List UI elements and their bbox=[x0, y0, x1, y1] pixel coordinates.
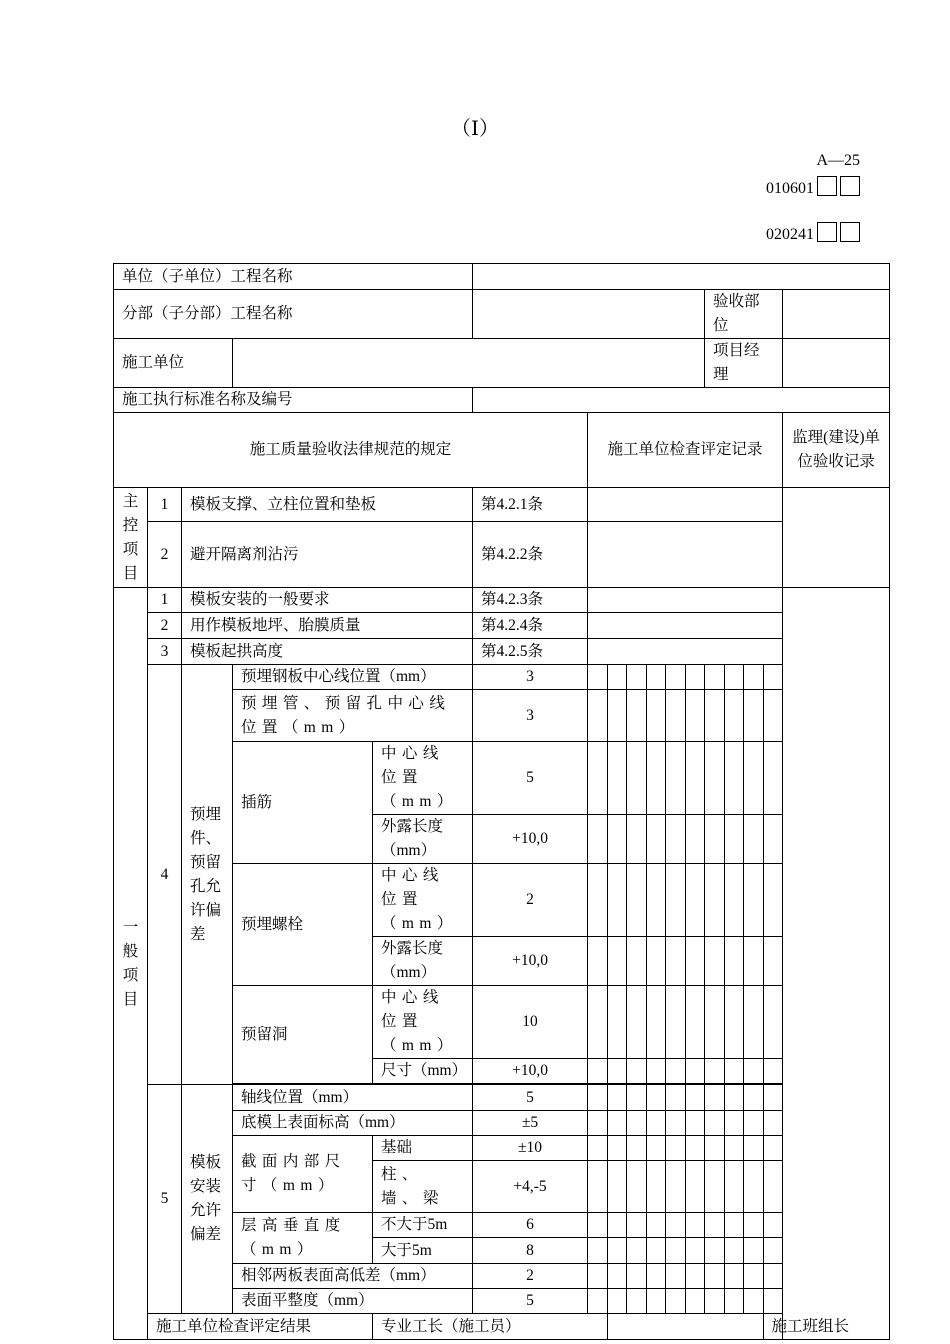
foreman-field[interactable] bbox=[607, 1314, 763, 1340]
check-cell[interactable] bbox=[627, 690, 647, 742]
check-cell[interactable] bbox=[646, 815, 666, 864]
item-clause: 第4.2.4条 bbox=[473, 613, 588, 639]
check-cell[interactable] bbox=[705, 864, 725, 937]
check-cell[interactable] bbox=[627, 1161, 647, 1213]
check-cell[interactable] bbox=[685, 1085, 705, 1111]
subproject-field[interactable] bbox=[473, 290, 705, 339]
check-cell[interactable] bbox=[646, 986, 666, 1059]
check-cell[interactable] bbox=[744, 1213, 764, 1238]
check-cell[interactable] bbox=[588, 1238, 608, 1264]
check-cell[interactable] bbox=[724, 1085, 744, 1111]
check-cell[interactable] bbox=[763, 864, 783, 937]
check-cell[interactable] bbox=[744, 937, 764, 986]
check-cell[interactable] bbox=[588, 1264, 608, 1289]
check-cell[interactable] bbox=[705, 1111, 725, 1136]
check-cell[interactable] bbox=[685, 1289, 705, 1314]
check-cell[interactable] bbox=[646, 1161, 666, 1213]
check-cell[interactable] bbox=[685, 1213, 705, 1238]
item-group-label: 模板安装允许偏差 bbox=[182, 1085, 233, 1314]
item-group-label: 预埋件、预留孔允许偏差 bbox=[182, 665, 233, 1085]
check-cell[interactable] bbox=[666, 665, 686, 690]
check-cell[interactable] bbox=[705, 937, 725, 986]
check-cell[interactable] bbox=[666, 815, 686, 864]
contractor-record-cell[interactable] bbox=[588, 588, 783, 613]
check-cell[interactable] bbox=[607, 1213, 627, 1238]
tolerance-item: 预留洞 bbox=[233, 986, 373, 1084]
check-cell[interactable] bbox=[744, 1059, 764, 1084]
check-cell[interactable] bbox=[705, 1264, 725, 1289]
check-cell[interactable] bbox=[627, 1085, 647, 1111]
check-cell[interactable] bbox=[646, 1238, 666, 1264]
check-cell[interactable] bbox=[588, 690, 608, 742]
code-box[interactable] bbox=[817, 176, 837, 196]
check-cell[interactable] bbox=[705, 986, 725, 1059]
check-cell[interactable] bbox=[607, 1289, 627, 1314]
tolerance-item: 预埋管、预留孔中心线位置（mm） bbox=[233, 690, 473, 742]
tolerance-value: 5 bbox=[473, 1289, 588, 1314]
check-cell[interactable] bbox=[724, 1289, 744, 1314]
check-cell[interactable] bbox=[607, 665, 627, 690]
check-cell[interactable] bbox=[607, 1111, 627, 1136]
check-cell[interactable] bbox=[627, 1136, 647, 1161]
check-cell[interactable] bbox=[607, 1136, 627, 1161]
check-cell[interactable] bbox=[646, 1264, 666, 1289]
tolerance-item: 表面平整度（mm） bbox=[233, 1289, 473, 1314]
check-cell[interactable] bbox=[763, 1289, 783, 1314]
contractor-record-cell[interactable] bbox=[588, 613, 783, 639]
check-cell[interactable] bbox=[666, 986, 686, 1059]
tolerance-item: 预埋钢板中心线位置（mm） bbox=[233, 665, 473, 690]
check-cell[interactable] bbox=[763, 665, 783, 690]
tolerance-value: 2 bbox=[473, 1264, 588, 1289]
contractor-record-cell[interactable] bbox=[588, 522, 783, 588]
item-name: 用作模板地坪、胎膜质量 bbox=[182, 613, 473, 639]
item-name: 模板安装的一般要求 bbox=[182, 588, 473, 613]
regulation-header: 施工质量验收法律规范的规定 bbox=[114, 413, 588, 488]
check-cell[interactable] bbox=[588, 937, 608, 986]
item-name: 模板起拱高度 bbox=[182, 639, 473, 665]
check-cell[interactable] bbox=[588, 815, 608, 864]
check-cell[interactable] bbox=[666, 1213, 686, 1238]
check-cell[interactable] bbox=[607, 937, 627, 986]
check-cell[interactable] bbox=[588, 1111, 608, 1136]
check-cell[interactable] bbox=[685, 1238, 705, 1264]
check-cell[interactable] bbox=[685, 986, 705, 1059]
tolerance-value: +4,-5 bbox=[473, 1161, 588, 1213]
check-cell[interactable] bbox=[685, 1136, 705, 1161]
check-cell[interactable] bbox=[627, 986, 647, 1059]
check-cell[interactable] bbox=[763, 815, 783, 864]
check-cell[interactable] bbox=[724, 1161, 744, 1213]
check-cell[interactable] bbox=[705, 1059, 725, 1084]
check-cell[interactable] bbox=[646, 1059, 666, 1084]
check-cell[interactable] bbox=[646, 1213, 666, 1238]
check-cell[interactable] bbox=[646, 1289, 666, 1314]
check-cell[interactable] bbox=[744, 1111, 764, 1136]
check-cell[interactable] bbox=[685, 1161, 705, 1213]
check-cell[interactable] bbox=[763, 1213, 783, 1238]
item-name: 避开隔离剂沾污 bbox=[182, 522, 473, 588]
check-cell[interactable] bbox=[724, 665, 744, 690]
check-cell[interactable] bbox=[763, 1238, 783, 1264]
contractor-record-cell[interactable] bbox=[588, 639, 783, 665]
check-cell[interactable] bbox=[588, 1059, 608, 1084]
check-cell[interactable] bbox=[763, 986, 783, 1059]
check-cell[interactable] bbox=[724, 1136, 744, 1161]
check-cell[interactable] bbox=[666, 937, 686, 986]
tolerance-value: 3 bbox=[473, 690, 588, 742]
standard-label: 施工执行标准名称及编号 bbox=[114, 388, 473, 413]
tolerance-subitem: 中心线位置（mm） bbox=[373, 742, 473, 815]
check-cell[interactable] bbox=[607, 864, 627, 937]
check-cell[interactable] bbox=[724, 864, 744, 937]
item-number: 1 bbox=[148, 488, 182, 522]
check-cell[interactable] bbox=[685, 1111, 705, 1136]
check-cell[interactable] bbox=[646, 1111, 666, 1136]
standard-field[interactable] bbox=[473, 388, 890, 413]
item-number: 2 bbox=[148, 522, 182, 588]
check-cell[interactable] bbox=[744, 690, 764, 742]
item-clause: 第4.2.2条 bbox=[473, 522, 588, 588]
check-cell[interactable] bbox=[646, 665, 666, 690]
project-name-field[interactable] bbox=[473, 264, 890, 290]
check-cell[interactable] bbox=[763, 1264, 783, 1289]
check-cell[interactable] bbox=[666, 864, 686, 937]
check-cell[interactable] bbox=[666, 742, 686, 815]
check-cell[interactable] bbox=[724, 1213, 744, 1238]
contractor-record-cell[interactable] bbox=[588, 488, 783, 522]
check-cell[interactable] bbox=[646, 742, 666, 815]
tolerance-item: 相邻两板表面高低差（mm） bbox=[233, 1264, 473, 1289]
check-cell[interactable] bbox=[627, 742, 647, 815]
tolerance-value: +10,0 bbox=[473, 1059, 588, 1084]
code-box[interactable] bbox=[817, 222, 837, 242]
manager-label: 项目经理 bbox=[705, 339, 783, 388]
check-cell[interactable] bbox=[588, 1136, 608, 1161]
check-cell[interactable] bbox=[588, 864, 608, 937]
check-cell[interactable] bbox=[588, 1161, 608, 1213]
check-cell[interactable] bbox=[588, 742, 608, 815]
check-cell[interactable] bbox=[763, 937, 783, 986]
check-cell[interactable] bbox=[705, 1289, 725, 1314]
check-cell[interactable] bbox=[646, 1085, 666, 1111]
tolerance-subitem: 外露长度（mm） bbox=[373, 815, 473, 864]
check-cell[interactable] bbox=[724, 1059, 744, 1084]
check-cell[interactable] bbox=[607, 1264, 627, 1289]
check-cell[interactable] bbox=[607, 742, 627, 815]
check-cell[interactable] bbox=[744, 864, 764, 937]
check-cell[interactable] bbox=[607, 1085, 627, 1111]
team-leader-label: 施工班组长 bbox=[763, 1314, 890, 1340]
supervisor-record-cell[interactable] bbox=[783, 488, 890, 588]
check-cell[interactable] bbox=[666, 1161, 686, 1213]
check-cell[interactable] bbox=[666, 1136, 686, 1161]
check-cell[interactable] bbox=[685, 665, 705, 690]
result-label: 施工单位检查评定结果 bbox=[148, 1314, 373, 1340]
tolerance-subitem: 中心线位置（mm） bbox=[373, 864, 473, 937]
tolerance-subitem: 外露长度（mm） bbox=[373, 937, 473, 986]
check-cell[interactable] bbox=[685, 864, 705, 937]
tolerance-subitem: 不大于5m bbox=[373, 1213, 473, 1238]
check-cell[interactable] bbox=[627, 1059, 647, 1084]
check-cell[interactable] bbox=[763, 1136, 783, 1161]
check-cell[interactable] bbox=[666, 1289, 686, 1314]
code-line-2 bbox=[766, 222, 860, 244]
check-cell[interactable] bbox=[705, 1161, 725, 1213]
check-cell[interactable] bbox=[588, 1085, 608, 1111]
check-cell[interactable] bbox=[705, 1213, 725, 1238]
check-cell[interactable] bbox=[763, 1111, 783, 1136]
check-cell[interactable] bbox=[744, 1161, 764, 1213]
item-number: 4 bbox=[148, 665, 182, 1085]
check-cell[interactable] bbox=[744, 742, 764, 815]
tolerance-item: 层高垂直度（mm） bbox=[233, 1213, 373, 1264]
check-cell[interactable] bbox=[724, 1238, 744, 1264]
contractor-label: 施工单位 bbox=[114, 339, 233, 388]
tolerance-value: ±10 bbox=[473, 1136, 588, 1161]
code-box[interactable] bbox=[840, 176, 860, 196]
check-cell[interactable] bbox=[763, 1059, 783, 1084]
tolerance-subitem: 基础 bbox=[373, 1136, 473, 1161]
tolerance-value: 6 bbox=[473, 1213, 588, 1238]
check-cell[interactable] bbox=[685, 1264, 705, 1289]
check-cell[interactable] bbox=[744, 1289, 764, 1314]
check-cell[interactable] bbox=[724, 937, 744, 986]
check-cell[interactable] bbox=[666, 1264, 686, 1289]
tolerance-value: +10,0 bbox=[473, 815, 588, 864]
tolerance-subitem: 尺寸（mm） bbox=[373, 1059, 473, 1084]
foreman-label: 专业工长（施工员） bbox=[373, 1314, 608, 1340]
check-cell[interactable] bbox=[763, 1161, 783, 1213]
item-number: 2 bbox=[148, 613, 182, 639]
check-cell[interactable] bbox=[744, 1264, 764, 1289]
check-cell[interactable] bbox=[666, 1059, 686, 1084]
check-cell[interactable] bbox=[744, 665, 764, 690]
acceptance-part-label: 验收部位 bbox=[705, 290, 783, 339]
check-cell[interactable] bbox=[705, 1136, 725, 1161]
main-control-label: 主控项目 bbox=[114, 488, 148, 588]
check-cell[interactable] bbox=[724, 1264, 744, 1289]
tolerance-item: 预埋螺栓 bbox=[233, 864, 373, 986]
item-number: 1 bbox=[148, 588, 182, 613]
check-cell[interactable] bbox=[588, 665, 608, 690]
form-code: A—25 bbox=[816, 152, 860, 169]
check-cell[interactable] bbox=[724, 690, 744, 742]
code-line-1 bbox=[766, 176, 860, 198]
check-cell[interactable] bbox=[607, 986, 627, 1059]
item-name: 模板支撑、立柱位置和垫板 bbox=[182, 488, 473, 522]
check-cell[interactable] bbox=[705, 1238, 725, 1264]
tolerance-value: 5 bbox=[473, 742, 588, 815]
subproject-label: 分部（子分部）工程名称 bbox=[114, 290, 473, 339]
check-cell[interactable] bbox=[646, 690, 666, 742]
code-box[interactable] bbox=[840, 222, 860, 242]
item-clause: 第4.2.1条 bbox=[473, 488, 588, 522]
item-number: 5 bbox=[148, 1085, 182, 1314]
check-cell[interactable] bbox=[607, 1059, 627, 1084]
check-cell[interactable] bbox=[627, 1238, 647, 1264]
general-label: 一般项目 bbox=[114, 588, 148, 1340]
tolerance-value: 3 bbox=[473, 665, 588, 690]
tolerance-item: 轴线位置（mm） bbox=[233, 1085, 473, 1111]
check-cell[interactable] bbox=[763, 1085, 783, 1111]
check-cell[interactable] bbox=[646, 1136, 666, 1161]
check-cell[interactable] bbox=[666, 690, 686, 742]
tolerance-value: 10 bbox=[473, 986, 588, 1059]
acceptance-part-field[interactable] bbox=[783, 290, 890, 339]
check-cell[interactable] bbox=[685, 1059, 705, 1084]
check-cell[interactable] bbox=[744, 815, 764, 864]
check-cell[interactable] bbox=[607, 1161, 627, 1213]
supervisor-record-header: 监理(建设)单位验收记录 bbox=[783, 413, 890, 488]
check-cell[interactable] bbox=[646, 864, 666, 937]
check-cell[interactable] bbox=[666, 1238, 686, 1264]
tolerance-value: 2 bbox=[473, 864, 588, 937]
contractor-record-header: 施工单位检查评定记录 bbox=[588, 413, 783, 488]
tolerance-value: 5 bbox=[473, 1085, 588, 1111]
item-clause: 第4.2.3条 bbox=[473, 588, 588, 613]
item-number: 3 bbox=[148, 639, 182, 665]
check-cell[interactable] bbox=[724, 742, 744, 815]
form-title: （Ⅰ） bbox=[451, 118, 499, 140]
check-cell[interactable] bbox=[685, 815, 705, 864]
code-number: 020241 bbox=[766, 226, 814, 243]
contractor-field[interactable] bbox=[233, 339, 705, 388]
tolerance-value: +10,0 bbox=[473, 937, 588, 986]
tolerance-subitem: 大于5m bbox=[373, 1238, 473, 1264]
check-cell[interactable] bbox=[627, 1264, 647, 1289]
check-cell[interactable] bbox=[666, 1111, 686, 1136]
item-clause: 第4.2.5条 bbox=[473, 639, 588, 665]
check-cell[interactable] bbox=[588, 1289, 608, 1314]
check-cell[interactable] bbox=[724, 815, 744, 864]
check-cell[interactable] bbox=[588, 986, 608, 1059]
tolerance-item: 底模上表面标高（mm） bbox=[233, 1111, 473, 1136]
check-cell[interactable] bbox=[646, 937, 666, 986]
check-cell[interactable] bbox=[705, 665, 725, 690]
check-cell[interactable] bbox=[685, 937, 705, 986]
acceptance-record-table bbox=[113, 263, 890, 1340]
check-cell[interactable] bbox=[627, 937, 647, 986]
check-cell[interactable] bbox=[724, 986, 744, 1059]
project-name-label: 单位（子单位）工程名称 bbox=[114, 264, 473, 290]
check-cell[interactable] bbox=[705, 815, 725, 864]
check-cell[interactable] bbox=[705, 1085, 725, 1111]
check-cell[interactable] bbox=[744, 1238, 764, 1264]
check-cell[interactable] bbox=[607, 1238, 627, 1264]
check-cell[interactable] bbox=[627, 1213, 647, 1238]
check-cell[interactable] bbox=[627, 1289, 647, 1314]
check-cell[interactable] bbox=[724, 1111, 744, 1136]
check-cell[interactable] bbox=[744, 1085, 764, 1111]
check-cell[interactable] bbox=[588, 1213, 608, 1238]
tolerance-subitem: 中心线位置（mm） bbox=[373, 986, 473, 1059]
check-cell[interactable] bbox=[744, 986, 764, 1059]
supervisor-record-cell[interactable] bbox=[783, 588, 890, 1340]
tolerance-subitem: 柱、墙、梁 bbox=[373, 1161, 473, 1213]
check-cell[interactable] bbox=[627, 1111, 647, 1136]
check-cell[interactable] bbox=[763, 742, 783, 815]
check-cell[interactable] bbox=[685, 742, 705, 815]
tolerance-value: ±5 bbox=[473, 1111, 588, 1136]
manager-field[interactable] bbox=[783, 339, 890, 388]
check-cell[interactable] bbox=[705, 690, 725, 742]
check-cell[interactable] bbox=[705, 742, 725, 815]
check-cell[interactable] bbox=[744, 1136, 764, 1161]
check-cell[interactable] bbox=[627, 815, 647, 864]
tolerance-item: 插筋 bbox=[233, 742, 373, 864]
check-cell[interactable] bbox=[627, 665, 647, 690]
check-cell[interactable] bbox=[607, 815, 627, 864]
check-cell[interactable] bbox=[666, 1085, 686, 1111]
tolerance-item: 截面内部尺寸（mm） bbox=[233, 1136, 373, 1213]
code-number: 010601 bbox=[766, 180, 814, 197]
check-cell[interactable] bbox=[627, 864, 647, 937]
check-cell[interactable] bbox=[607, 690, 627, 742]
check-cell[interactable] bbox=[763, 690, 783, 742]
check-cell[interactable] bbox=[685, 690, 705, 742]
tolerance-value: 8 bbox=[473, 1238, 588, 1264]
